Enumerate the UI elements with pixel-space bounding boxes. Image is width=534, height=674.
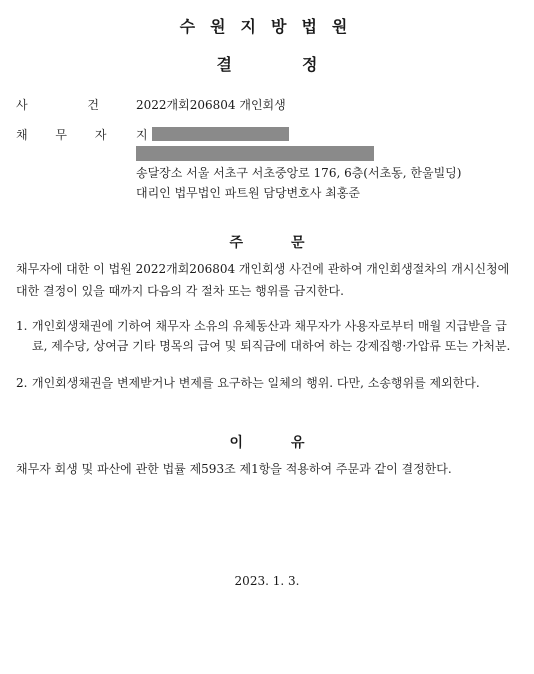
legal-agent: 대리인 법무법인 파트원 담당변호사 최홍준 xyxy=(136,186,360,200)
order-heading: 주문 xyxy=(229,235,353,251)
court-name: 수원지방법원 xyxy=(179,17,363,36)
redacted-debtor-address xyxy=(136,146,374,161)
reason-text: 채무자 회생 및 파산에 관한 법률 제593조 제1항을 적용하여 주문과 같이 결정한다. xyxy=(16,462,452,476)
delivery-address: 송달장소 서울 서초구 서초중앙로 176, 6층(서초동, 한울빌딩) xyxy=(136,166,462,180)
order-item-number: 2. xyxy=(16,376,28,390)
order-item-number: 1. xyxy=(16,319,28,333)
debtor-label-text: 채 무 자 xyxy=(16,128,119,142)
redacted-debtor-name xyxy=(152,127,289,141)
case-label xyxy=(16,96,127,113)
case-number: 2022개회206804 개인회생 xyxy=(136,98,286,112)
reason-heading: 이유 xyxy=(229,435,353,451)
debtor-name-prefix: 지 xyxy=(136,128,148,142)
order-item-2 xyxy=(16,373,516,393)
order-item-text: 개인회생채권에 기하여 채무자 소유의 유체동산과 채무자가 사용자로부터 매월 지급받을 급료, 제수당, 상여금 기타 명목의 급여 및 퇴직금에 대하여 하는 강제집행·가압류 또는 가처분. xyxy=(32,319,511,353)
debtor-label xyxy=(16,126,119,143)
document-type-title: 결정 xyxy=(216,55,388,74)
case-label-text: 사 건 xyxy=(16,98,127,112)
order-item-text: 개인회생채권을 변제받거나 변제를 요구하는 일체의 행위. 다만, 소송행위를 제외한다. xyxy=(32,376,480,390)
decision-date: 2023. 1. 3. xyxy=(234,574,300,588)
order-item-1 xyxy=(16,316,516,356)
order-intro: 채무자에 대한 이 법원 2022개회206804 개인회생 사건에 관하여 개인회생절차의 개시신청에 대한 결정이 있을 때까지 다음의 각 절차 또는 행위를 금지한다. xyxy=(16,262,510,298)
